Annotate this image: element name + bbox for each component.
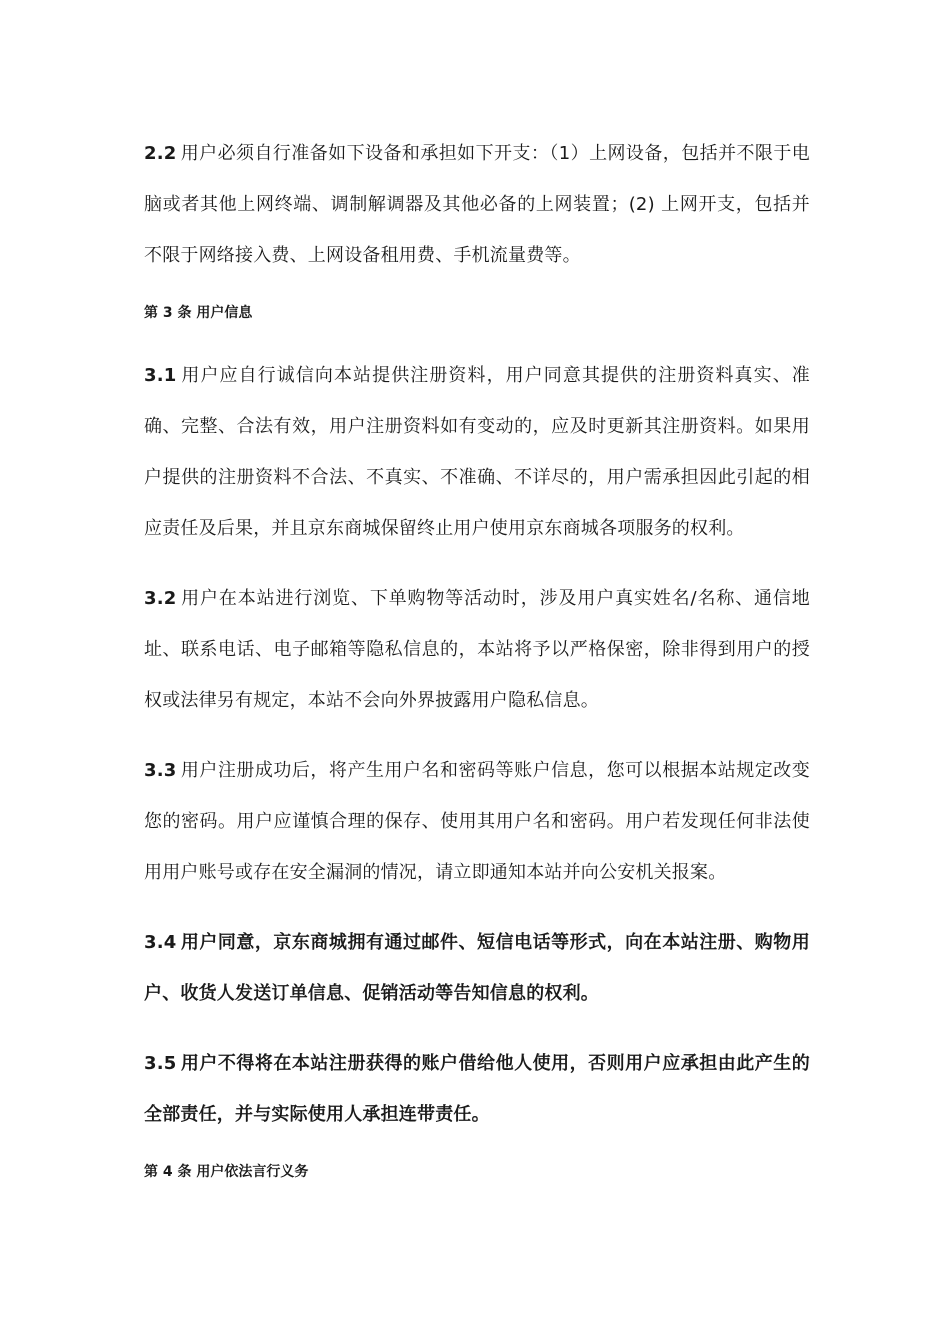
clause-number: 2.2	[144, 143, 177, 164]
clause-3-3	[144, 745, 810, 898]
clause-text: 用户在本站进行浏览、下单购物等活动时，涉及用户真实姓名/名称、通信地址、联系电话、电子邮箱等隐私信息的，本站将予以严格保密，除非得到用户的授权或法律另有规定，本站不会向外界披露用户隐私信息。	[144, 588, 810, 711]
clause-3-5	[144, 1038, 810, 1140]
clause-3-2	[144, 573, 810, 726]
clause-number: 3.1	[144, 365, 177, 386]
clause-number: 3.4	[144, 932, 177, 953]
document-body	[144, 128, 810, 1209]
clause-2-2	[144, 128, 810, 281]
clause-3-4	[144, 917, 810, 1019]
clause-text: 用户应自行诚信向本站提供注册资料，用户同意其提供的注册资料真实、准确、完整、合法有效，用户注册资料如有变动的，应及时更新其注册资料。如果用户提供的注册资料不合法、不真实、不准确、不详尽的，用户需承担因此引起的相应责任及后果，并且京东商城保留终止用户使用京东商城各项服务的权利。	[144, 365, 810, 539]
clause-text: 用户同意，京东商城拥有通过邮件、短信电话等形式，向在本站注册、购物用户、收货人发送订单信息、促销活动等告知信息的权利。	[144, 932, 810, 1004]
clause-number: 3.2	[144, 588, 177, 609]
section-heading-3: 第 3 条 用户信息	[144, 305, 253, 321]
section-heading-4: 第 4 条 用户依法言行义务	[144, 1164, 309, 1180]
clause-text: 用户注册成功后，将产生用户名和密码等账户信息，您可以根据本站规定改变您的密码。用户应谨慎合理的保存、使用其用户名和密码。用户若发现任何非法使用用户账号或存在安全漏洞的情况，请立即通知本站并向公安机关报案。	[144, 760, 810, 883]
clause-number: 3.3	[144, 760, 177, 781]
clause-3-1	[144, 350, 810, 554]
clause-number: 3.5	[144, 1053, 177, 1074]
clause-text: 用户不得将在本站注册获得的账户借给他人使用，否则用户应承担由此产生的全部责任，并与实际使用人承担连带责任。	[144, 1053, 810, 1125]
clause-text: 用户必须自行准备如下设备和承担如下开支：（1）上网设备，包括并不限于电脑或者其他上网终端、调制解调器及其他必备的上网装置；(2) 上网开支，包括并不限于网络接入费、上网设备租用费、手机流量费等。	[144, 143, 810, 266]
